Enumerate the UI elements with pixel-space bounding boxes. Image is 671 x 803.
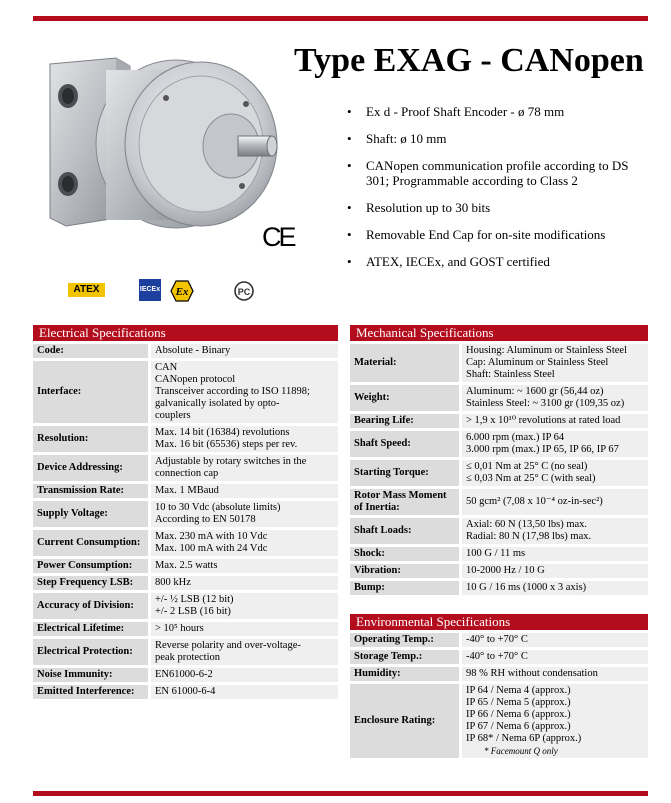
spec-label: Noise Immunity: xyxy=(33,668,151,682)
spec-row xyxy=(350,581,648,595)
spec-row xyxy=(350,518,648,544)
page-title: Type EXAG - CANopen xyxy=(294,42,644,79)
spec-value-line: couplers xyxy=(155,410,191,421)
spec-label: Electrical Protection: xyxy=(33,639,151,665)
spec-value-line: Transceiver according to ISO 11898; xyxy=(155,386,310,397)
spec-value-line: Absolute - Binary xyxy=(155,345,231,356)
spec-value-line: EN 61000-6-4 xyxy=(155,686,216,697)
atex-logo: ATEX xyxy=(68,283,105,297)
electrical-heading: Electrical Specifications xyxy=(33,325,338,341)
spec-value xyxy=(462,431,648,457)
spec-value xyxy=(151,685,338,699)
spec-value xyxy=(151,484,338,498)
spec-row xyxy=(33,426,338,452)
feature-item: • ATEX, IECEx, and GOST certified xyxy=(344,254,654,269)
spec-label: Step Frequency LSB: xyxy=(33,576,151,590)
spec-row xyxy=(350,460,648,486)
spec-value xyxy=(462,633,648,647)
feature-item: • Resolution up to 30 bits xyxy=(344,200,654,215)
ex-logo-text: Ex xyxy=(175,286,189,298)
spec-row xyxy=(33,622,338,636)
environmental-specifications xyxy=(350,614,648,761)
spec-label: Device Addressing: xyxy=(33,455,151,481)
spec-row xyxy=(350,633,648,647)
spec-value xyxy=(462,581,648,595)
spec-value-line: 3.000 rpm (max.) IP 65, IP 66, IP 67 xyxy=(466,444,619,455)
spec-value-line: Aluminum: ~ 1600 gr (56,44 oz) xyxy=(466,386,604,397)
spec-row xyxy=(350,385,648,411)
spec-value-line: Max. 14 bit (16384) revolutions xyxy=(155,427,290,438)
feature-item: • Shaft: ø 10 mm xyxy=(344,131,654,146)
spec-row xyxy=(350,344,648,382)
top-red-rule xyxy=(33,16,648,21)
spec-value-line: 10 to 30 Vdc (absolute limits) xyxy=(155,502,281,513)
spec-row xyxy=(33,344,338,358)
spec-row xyxy=(350,414,648,428)
iecex-logo: IECEx xyxy=(139,279,161,301)
spec-value xyxy=(151,501,338,527)
spec-value-line: ≤ 0,01 Nm at 25° C (no seal) xyxy=(466,461,588,472)
spec-label: Material: xyxy=(350,344,462,382)
spec-value-line: 10 G / 16 ms (1000 x 3 axis) xyxy=(466,582,587,593)
spec-label: Humidity: xyxy=(350,667,462,681)
spec-value-line: Axial: 60 N (13,50 lbs) max. xyxy=(466,519,588,530)
spec-row xyxy=(33,576,338,590)
spec-value xyxy=(151,559,338,573)
spec-label: Code: xyxy=(33,344,151,358)
spec-value-line: Max. 16 bit (65536) steps per rev. xyxy=(155,439,298,450)
spec-value xyxy=(462,684,648,758)
spec-row xyxy=(33,593,338,619)
spec-value xyxy=(151,361,338,423)
spec-row xyxy=(350,431,648,457)
spec-value-line: 50 gcm² (7,08 x 10⁻⁴ oz-in-sec²) xyxy=(466,496,603,507)
spec-value-line: According to EN 50178 xyxy=(155,514,256,525)
spec-label: Starting Torque: xyxy=(350,460,462,486)
mechanical-table xyxy=(350,341,648,598)
spec-value-line: CAN xyxy=(155,362,178,373)
spec-row xyxy=(350,564,648,578)
spec-value-line: > 1,9 x 10¹⁰ revolutions at rated load xyxy=(466,415,621,426)
spec-value-line: Max. 230 mA with 10 Vdc xyxy=(155,531,268,542)
feature-item: • Removable End Cap for on-site modifications xyxy=(344,227,654,242)
spec-row xyxy=(350,489,648,515)
spec-value-line: 100 G / 11 ms xyxy=(466,548,526,559)
spec-value xyxy=(151,455,338,481)
spec-value-line: IP 68* / Nema 6P (approx.) xyxy=(466,733,582,744)
spec-note: * Facemount Q only xyxy=(484,746,558,756)
environmental-table xyxy=(350,630,648,761)
spec-value-line: Shaft: Stainless Steel xyxy=(466,369,555,380)
spec-value xyxy=(151,576,338,590)
spec-label: Transmission Rate: xyxy=(33,484,151,498)
feature-item: • CANopen communication profile according to DS 301; Programmable according to Class 2 xyxy=(344,158,654,188)
spec-value xyxy=(462,385,648,411)
spec-label: Current Consumption: xyxy=(33,530,151,556)
spec-value xyxy=(462,489,648,515)
feature-list xyxy=(344,104,654,281)
spec-value xyxy=(462,564,648,578)
spec-label: Weight: xyxy=(350,385,462,411)
spec-value xyxy=(151,530,338,556)
spec-value-line: Max. 2.5 watts xyxy=(155,560,218,571)
spec-label: Storage Temp.: xyxy=(350,650,462,664)
spec-label: Rotor Mass Moment of Inertia: xyxy=(350,489,462,515)
spec-value xyxy=(151,593,338,619)
spec-label: Shaft Loads: xyxy=(350,518,462,544)
spec-value-line: 800 kHz xyxy=(155,577,191,588)
spec-value-line: Radial: 80 N (17,98 lbs) max. xyxy=(466,531,592,542)
electrical-table xyxy=(33,341,338,702)
spec-row xyxy=(33,501,338,527)
spec-value xyxy=(462,518,648,544)
spec-label: Vibration: xyxy=(350,564,462,578)
spec-value-line: CANopen protocol xyxy=(155,374,236,385)
spec-value-line: ≤ 0,03 Nm at 25° C (with seal) xyxy=(466,473,596,484)
spec-label: Power Consumption: xyxy=(33,559,151,573)
spec-value-line: IP 66 / Nema 6 (approx.) xyxy=(466,709,571,720)
mechanical-heading: Mechanical Specifications xyxy=(350,325,648,341)
spec-value-line: EN61000-6-2 xyxy=(155,669,213,680)
spec-label: Accuracy of Division: xyxy=(33,593,151,619)
spec-row xyxy=(33,685,338,699)
spec-row xyxy=(350,650,648,664)
ce-mark: CE xyxy=(262,222,294,252)
spec-value xyxy=(462,650,648,664)
spec-label: Shock: xyxy=(350,547,462,561)
spec-row xyxy=(33,455,338,481)
spec-value xyxy=(151,344,338,358)
spec-label: Emitted Interference: xyxy=(33,685,151,699)
spec-value xyxy=(462,547,648,561)
spec-value xyxy=(151,639,338,665)
spec-label: Bearing Life: xyxy=(350,414,462,428)
spec-value-line: +/- 2 LSB (16 bit) xyxy=(155,606,231,617)
environmental-heading: Environmental Specifications xyxy=(350,614,648,630)
spec-value-line: Cap: Aluminum or Stainless Steel xyxy=(466,357,609,368)
spec-value xyxy=(462,667,648,681)
gost-logo-text: PC xyxy=(237,287,251,297)
gost-logo xyxy=(230,280,260,302)
spec-value xyxy=(462,414,648,428)
spec-label: Interface: xyxy=(33,361,151,423)
spec-value xyxy=(151,668,338,682)
spec-row xyxy=(350,684,648,758)
spec-label: Shaft Speed: xyxy=(350,431,462,457)
spec-label: Enclosure Rating: xyxy=(350,684,462,758)
spec-label: Bump: xyxy=(350,581,462,595)
spec-value xyxy=(151,426,338,452)
spec-value-line: 10-2000 Hz / 10 G xyxy=(466,565,545,576)
mechanical-specifications xyxy=(350,325,648,598)
spec-value-line: IP 65 / Nema 5 (approx.) xyxy=(466,697,571,708)
spec-value-line: IP 67 / Nema 6 (approx.) xyxy=(466,721,571,732)
spec-value-line: peak protection xyxy=(155,652,221,663)
spec-value-line: +/- ½ LSB (12 bit) xyxy=(155,594,234,605)
spec-value-line: Stainless Steel: ~ 3100 gr (109,35 oz) xyxy=(466,398,625,409)
encoder-photo xyxy=(46,56,282,232)
spec-value-line: -40° to +70° C xyxy=(466,634,528,645)
spec-label: Electrical Lifetime: xyxy=(33,622,151,636)
bottom-red-rule xyxy=(33,791,648,796)
spec-value-line: galvanically isolated by opto- xyxy=(155,398,280,409)
spec-row xyxy=(33,530,338,556)
spec-value-line: Max. 100 mA with 24 Vdc xyxy=(155,543,268,554)
spec-value-line: connection cap xyxy=(155,468,219,479)
spec-value-line: 6.000 rpm (max.) IP 64 xyxy=(466,432,565,443)
spec-value-line: Adjustable by rotary switches in the xyxy=(155,456,307,467)
spec-value-line: -40° to +70° C xyxy=(466,651,528,662)
spec-value-line: 98 % RH without condensation xyxy=(466,668,598,679)
spec-row xyxy=(33,484,338,498)
spec-value xyxy=(151,622,338,636)
spec-label: Operating Temp.: xyxy=(350,633,462,647)
spec-value xyxy=(462,460,648,486)
electrical-specifications xyxy=(33,325,338,702)
spec-row xyxy=(350,667,648,681)
ex-hexagon-logo xyxy=(170,280,194,302)
spec-row xyxy=(33,639,338,665)
spec-value-line: Housing: Aluminum or Stainless Steel xyxy=(466,345,628,356)
spec-row xyxy=(33,361,338,423)
spec-value xyxy=(462,344,648,382)
spec-value-line: > 10⁵ hours xyxy=(155,623,204,634)
feature-item: • Ex d - Proof Shaft Encoder - ø 78 mm xyxy=(344,104,654,119)
spec-label: Resolution: xyxy=(33,426,151,452)
spec-label: Supply Voltage: xyxy=(33,501,151,527)
spec-row xyxy=(33,668,338,682)
spec-value-line: Max. 1 MBaud xyxy=(155,485,219,496)
spec-row xyxy=(33,559,338,573)
spec-value-line: Reverse polarity and over-voltage- xyxy=(155,640,301,651)
spec-value-line: IP 64 / Nema 4 (approx.) xyxy=(466,685,571,696)
spec-row xyxy=(350,547,648,561)
